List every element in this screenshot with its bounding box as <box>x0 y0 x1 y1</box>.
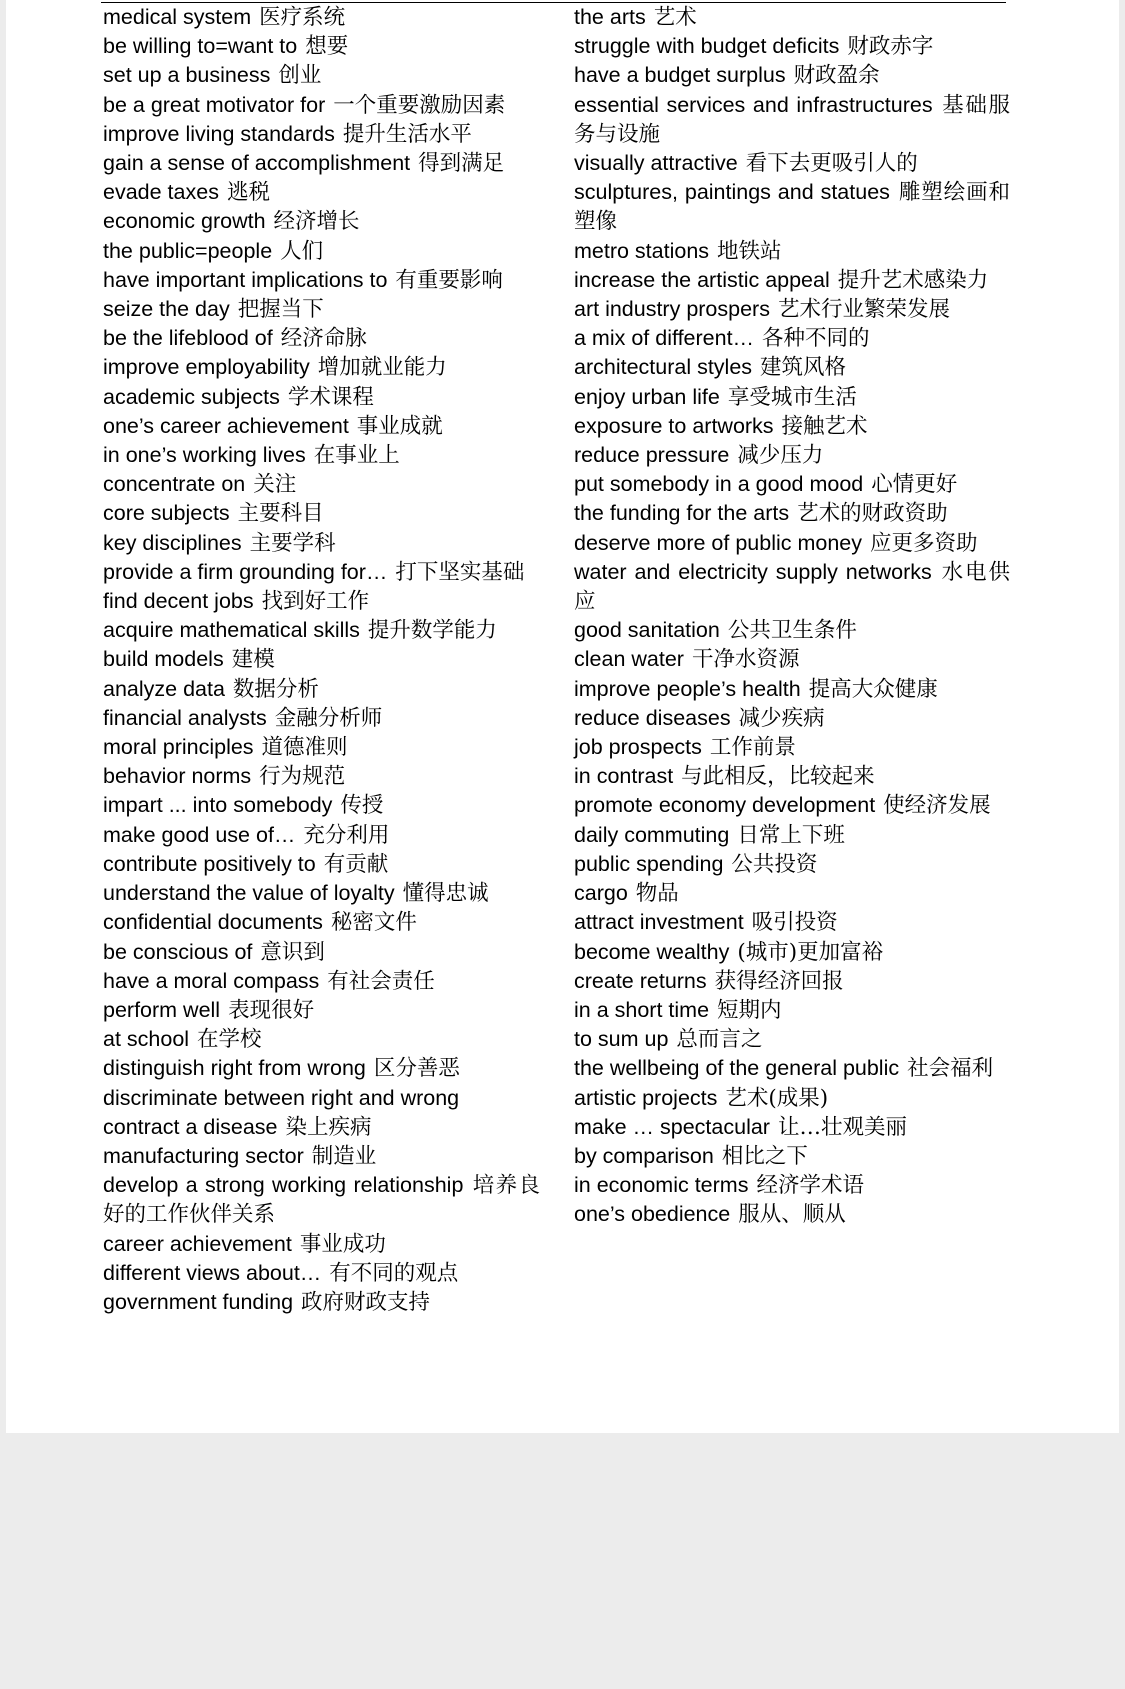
english-phrase: provide a firm grounding for… <box>103 559 388 584</box>
english-phrase: the funding for the arts <box>574 501 790 526</box>
vocabulary-right-column <box>574 3 1010 1230</box>
vocab-entry <box>103 645 540 674</box>
vocab-entry <box>103 1259 540 1288</box>
chinese-translation: 把握当下 <box>237 297 324 323</box>
english-phrase: core subjects <box>103 501 230 526</box>
english-phrase: moral principles <box>103 735 254 760</box>
english-phrase: make … spectacular <box>574 1114 770 1139</box>
chinese-translation: 服从、顺从 <box>738 1202 846 1228</box>
vocab-entry <box>103 529 540 558</box>
chinese-translation: 日常上下班 <box>737 822 845 848</box>
english-phrase: essential services and infrastructures <box>574 92 933 117</box>
vocabulary-left-column <box>103 3 540 1317</box>
english-phrase: the public=people <box>103 238 273 263</box>
vocab-entry <box>103 821 540 850</box>
chinese-translation: 社会福利 <box>907 1056 994 1082</box>
chinese-translation: 干净水资源 <box>691 647 800 673</box>
english-phrase: perform well <box>103 997 221 1022</box>
vocab-entry <box>103 324 540 353</box>
vocab-entry <box>574 295 1010 324</box>
vocab-entry <box>103 1142 540 1171</box>
english-phrase: contract a disease <box>103 1114 278 1139</box>
english-phrase: have important implications to <box>103 267 388 292</box>
english-phrase: seize the day <box>103 297 230 322</box>
english-phrase: one’s obedience <box>574 1202 731 1227</box>
vocab-entry <box>574 529 1010 558</box>
english-phrase: academic subjects <box>103 384 280 409</box>
chinese-translation: 基础服务与设施 <box>574 92 1010 147</box>
english-phrase: career achievement <box>103 1231 292 1256</box>
vocab-entry <box>574 383 1010 412</box>
vocab-entry <box>574 967 1010 996</box>
english-phrase: key disciplines <box>103 530 242 555</box>
english-phrase: set up a business <box>103 63 271 88</box>
chinese-translation: 接触艺术 <box>781 413 868 439</box>
chinese-translation: 艺术(成果) <box>725 1085 829 1111</box>
vocab-entry <box>103 178 540 207</box>
vocab-entry <box>103 616 540 645</box>
english-phrase: reduce diseases <box>574 705 731 730</box>
english-phrase: exposure to artworks <box>574 413 774 438</box>
vocab-entry <box>103 207 540 236</box>
chinese-translation: 短期内 <box>717 997 782 1023</box>
english-phrase: medical system <box>103 5 252 29</box>
chinese-translation: 事业成功 <box>299 1231 386 1257</box>
english-phrase: enjoy urban life <box>574 384 720 409</box>
chinese-translation: 意识到 <box>260 939 325 965</box>
chinese-translation: 染上疾病 <box>285 1114 372 1140</box>
vocab-entry <box>574 1084 1010 1113</box>
english-phrase: cargo <box>574 881 628 906</box>
english-phrase: improve people’s health <box>574 676 801 701</box>
english-phrase: in economic terms <box>574 1173 749 1198</box>
chinese-translation: 培养良好的工作伙伴关系 <box>103 1173 540 1228</box>
english-phrase: make good use of… <box>103 822 296 847</box>
vocab-entry <box>574 645 1010 674</box>
vocab-entry <box>103 762 540 791</box>
chinese-translation: 经济增长 <box>273 209 360 235</box>
english-phrase: be a great motivator for <box>103 92 326 117</box>
chinese-translation: 地铁站 <box>717 238 782 264</box>
chinese-translation: 制造业 <box>311 1143 377 1169</box>
chinese-translation: 道德准则 <box>261 735 348 761</box>
chinese-translation: 有不同的观点 <box>329 1260 459 1286</box>
vocab-entry <box>103 908 540 937</box>
chinese-translation: 创业 <box>278 63 322 89</box>
chinese-translation: 艺术 <box>653 5 697 30</box>
vocab-entry <box>574 266 1010 295</box>
vocab-entry <box>574 1054 1010 1083</box>
vocab-entry <box>574 791 1010 820</box>
vocab-entry <box>574 762 1010 791</box>
chinese-translation: 让…壮观美丽 <box>777 1114 907 1140</box>
chinese-translation: 在事业上 <box>313 443 400 469</box>
chinese-translation: 建筑风格 <box>760 355 847 381</box>
chinese-translation: 行为规范 <box>259 764 346 790</box>
english-phrase: distinguish right from wrong <box>103 1056 366 1081</box>
chinese-translation: 关注 <box>253 472 297 498</box>
vocab-entry <box>103 470 540 499</box>
vocab-entry <box>574 704 1010 733</box>
chinese-translation: 相比之下 <box>721 1143 808 1169</box>
vocab-entry <box>574 1025 1010 1054</box>
vocab-entry <box>103 295 540 324</box>
english-phrase: impart ... into somebody <box>103 793 333 818</box>
english-phrase: manufacturing sector <box>103 1143 304 1168</box>
english-phrase: become wealthy <box>574 939 730 964</box>
english-phrase: be willing to=want to <box>103 34 298 59</box>
english-phrase: economic growth <box>103 209 266 234</box>
chinese-translation: 医疗系统 <box>259 5 346 30</box>
vocab-entry <box>574 149 1010 178</box>
english-phrase: good sanitation <box>574 618 720 643</box>
english-phrase: find decent jobs <box>103 589 254 614</box>
english-phrase: in contrast <box>574 764 674 789</box>
english-phrase: gain a sense of accomplishment <box>103 151 411 176</box>
vocab-entry <box>574 1171 1010 1200</box>
vocab-entry <box>574 32 1010 61</box>
chinese-translation: 打下坚实基础 <box>395 559 525 585</box>
chinese-translation: 看下去更吸引人的 <box>745 151 918 177</box>
chinese-translation: 财政盈余 <box>793 63 880 89</box>
chinese-translation: 水电供应 <box>574 559 1010 615</box>
vocab-entry <box>103 996 540 1025</box>
chinese-translation: 表现很好 <box>228 997 315 1023</box>
chinese-translation: 一个重要激励因素 <box>333 92 506 118</box>
chinese-translation: 使经济发展 <box>883 793 991 819</box>
vocab-entry <box>574 1142 1010 1171</box>
english-phrase: develop a strong working relationship <box>103 1173 464 1198</box>
chinese-translation: 秘密文件 <box>330 910 417 936</box>
english-phrase: behavior norms <box>103 764 252 789</box>
chinese-translation: 逃税 <box>226 180 270 206</box>
english-phrase: one’s career achievement <box>103 413 349 438</box>
vocab-entry <box>574 1113 1010 1142</box>
vocab-entry <box>103 558 540 587</box>
vocab-entry <box>574 675 1010 704</box>
english-phrase: increase the artistic appeal <box>574 267 830 292</box>
chinese-translation: 区分善恶 <box>373 1056 460 1082</box>
chinese-translation: 有社会责任 <box>327 968 435 994</box>
english-phrase: be conscious of <box>103 939 253 964</box>
chinese-translation: 政府财政支持 <box>301 1289 431 1315</box>
english-phrase: clean water <box>574 647 684 672</box>
vocab-entry <box>574 353 1010 382</box>
chinese-translation: 经济学术语 <box>756 1173 864 1199</box>
vocab-entry <box>103 441 540 470</box>
vocab-entry <box>574 879 1010 908</box>
english-phrase: in a short time <box>574 997 710 1022</box>
vocab-entry <box>103 3 540 32</box>
vocab-entry <box>103 383 540 412</box>
vocab-entry <box>574 61 1010 90</box>
vocab-entry <box>574 3 1010 32</box>
vocab-entry <box>103 91 540 120</box>
chinese-translation: 传授 <box>340 793 384 819</box>
english-phrase: put somebody in a good mood <box>574 472 864 497</box>
english-phrase: different views about… <box>103 1260 322 1285</box>
chinese-translation: 数据分析 <box>232 676 319 702</box>
chinese-translation: 主要学科 <box>249 530 336 556</box>
english-phrase: in one’s working lives <box>103 443 306 468</box>
vocab-entry <box>103 1230 540 1259</box>
vocab-entry <box>574 821 1010 850</box>
chinese-translation: 工作前景 <box>709 735 796 761</box>
vocab-entry <box>103 120 540 149</box>
english-phrase: analyze data <box>103 676 225 701</box>
vocab-entry <box>103 237 540 266</box>
vocab-entry <box>574 441 1010 470</box>
chinese-translation: 增加就业能力 <box>317 355 447 381</box>
vocab-entry <box>574 499 1010 528</box>
chinese-translation: 物品 <box>635 881 679 907</box>
english-phrase: by comparison <box>574 1143 714 1168</box>
chinese-translation: 享受城市生活 <box>727 384 857 410</box>
english-phrase: a mix of different… <box>574 326 755 351</box>
english-phrase: improve employability <box>103 355 310 380</box>
vocab-entry <box>103 61 540 90</box>
english-phrase: artistic projects <box>574 1085 718 1110</box>
english-phrase: attract investment <box>574 910 744 935</box>
english-phrase: sculptures, paintings and statues <box>574 180 890 205</box>
vocab-entry <box>103 499 540 528</box>
chinese-translation: 提升生活水平 <box>342 121 472 147</box>
vocab-entry <box>103 149 540 178</box>
english-phrase: deserve more of public money <box>574 530 863 555</box>
chinese-translation: 事业成就 <box>356 413 443 439</box>
english-phrase: the wellbeing of the general public <box>574 1056 900 1081</box>
english-phrase: art industry prospers <box>574 297 770 322</box>
chinese-translation: 人们 <box>280 238 324 264</box>
chinese-translation: 经济命脉 <box>280 326 367 352</box>
english-phrase: have a budget surplus <box>574 63 786 88</box>
chinese-translation: 财政赤字 <box>847 34 934 60</box>
chinese-translation: 学术课程 <box>287 384 374 410</box>
chinese-translation: 在学校 <box>197 1027 262 1053</box>
chinese-translation: 公共投资 <box>731 851 818 877</box>
vocab-entry <box>574 733 1010 762</box>
vocab-entry <box>103 675 540 704</box>
english-phrase: confidential documents <box>103 910 323 935</box>
vocab-entry <box>574 470 1010 499</box>
chinese-translation: 总而言之 <box>676 1027 763 1053</box>
chinese-translation: 主要科目 <box>237 501 324 527</box>
chinese-translation: 减少压力 <box>737 443 824 469</box>
english-phrase: reduce pressure <box>574 443 730 468</box>
chinese-translation: 建模 <box>231 647 275 673</box>
english-phrase: daily commuting <box>574 822 730 847</box>
vocab-entry <box>103 791 540 820</box>
chinese-translation: 雕塑绘画和塑像 <box>574 180 1010 235</box>
vocab-entry <box>574 91 1010 149</box>
english-phrase: to sum up <box>574 1027 669 1052</box>
vocab-entry <box>574 237 1010 266</box>
chinese-translation: 各种不同的 <box>762 326 870 352</box>
english-phrase: discriminate between right and wrong <box>103 1085 460 1110</box>
chinese-translation: 提升数学能力 <box>367 618 497 644</box>
vocab-entry <box>103 879 540 908</box>
chinese-translation: 应更多资助 <box>870 530 978 556</box>
vocab-entry <box>103 733 540 762</box>
vocab-entry <box>574 558 1010 616</box>
vocab-entry <box>574 616 1010 645</box>
english-phrase: visually attractive <box>574 151 738 176</box>
chinese-translation: 金融分析师 <box>274 705 383 731</box>
english-phrase: the arts <box>574 5 646 29</box>
vocab-entry <box>574 178 1010 236</box>
vocab-entry <box>103 412 540 441</box>
english-phrase: promote economy development <box>574 793 876 818</box>
english-phrase: evade taxes <box>103 180 219 205</box>
chinese-translation: 公共卫生条件 <box>727 618 857 644</box>
english-phrase: water and electricity supply networks <box>574 559 932 584</box>
vocab-entry <box>103 938 540 967</box>
english-phrase: struggle with budget deficits <box>574 34 840 59</box>
english-phrase: build models <box>103 647 224 672</box>
vocab-entry <box>574 1200 1010 1229</box>
chinese-translation: 与此相反，比较起来 <box>681 764 875 790</box>
english-phrase: public spending <box>574 851 724 876</box>
vocab-entry <box>574 412 1010 441</box>
vocab-entry <box>574 996 1010 1025</box>
chinese-translation: 心情更好 <box>871 472 958 498</box>
chinese-translation: 有贡献 <box>323 851 389 877</box>
chinese-translation: 艺术的财政资助 <box>797 501 948 527</box>
vocab-entry <box>103 1084 540 1113</box>
chinese-translation: 吸引投资 <box>751 910 838 936</box>
english-phrase: government funding <box>103 1289 294 1314</box>
vocab-entry <box>103 1171 540 1229</box>
english-phrase: concentrate on <box>103 472 246 497</box>
english-phrase: acquire mathematical skills <box>103 618 360 643</box>
chinese-translation: 减少疾病 <box>738 705 825 731</box>
english-phrase: be the lifeblood of <box>103 326 273 351</box>
vocab-entry <box>103 1113 540 1142</box>
english-phrase: financial analysts <box>103 705 267 730</box>
vocab-entry <box>103 704 540 733</box>
chinese-translation: (城市)更加富裕 <box>737 939 884 965</box>
chinese-translation: 充分利用 <box>303 822 390 848</box>
chinese-translation: 提升艺术感染力 <box>837 267 989 293</box>
vocab-entry <box>103 850 540 879</box>
vocab-entry <box>574 908 1010 937</box>
english-phrase: architectural styles <box>574 355 753 380</box>
chinese-translation: 得到满足 <box>418 151 505 177</box>
chinese-translation: 想要 <box>305 34 349 60</box>
chinese-translation: 获得经济回报 <box>714 968 844 994</box>
vocab-entry <box>103 1054 540 1083</box>
vocab-entry <box>574 850 1010 879</box>
vocab-entry <box>103 1288 540 1317</box>
english-phrase: improve living standards <box>103 121 335 146</box>
english-phrase: metro stations <box>574 238 710 263</box>
chinese-translation: 提高大众健康 <box>808 676 938 702</box>
vocab-entry <box>103 967 540 996</box>
vocab-entry <box>103 353 540 382</box>
english-phrase: job prospects <box>574 735 702 760</box>
vocab-entry <box>103 1025 540 1054</box>
chinese-translation: 艺术行业繁荣发展 <box>777 297 950 323</box>
vocab-entry <box>574 938 1010 967</box>
chinese-translation: 有重要影响 <box>395 267 503 293</box>
vocab-entry <box>574 324 1010 353</box>
vocab-entry <box>103 266 540 295</box>
english-phrase: understand the value of loyalty <box>103 881 395 906</box>
chinese-translation: 懂得忠诚 <box>402 881 489 907</box>
chinese-translation: 找到好工作 <box>261 589 370 615</box>
english-phrase: contribute positively to <box>103 851 316 876</box>
vocab-entry <box>103 587 540 616</box>
english-phrase: at school <box>103 1027 190 1052</box>
english-phrase: create returns <box>574 968 707 993</box>
vocab-entry <box>103 32 540 61</box>
english-phrase: have a moral compass <box>103 968 320 993</box>
